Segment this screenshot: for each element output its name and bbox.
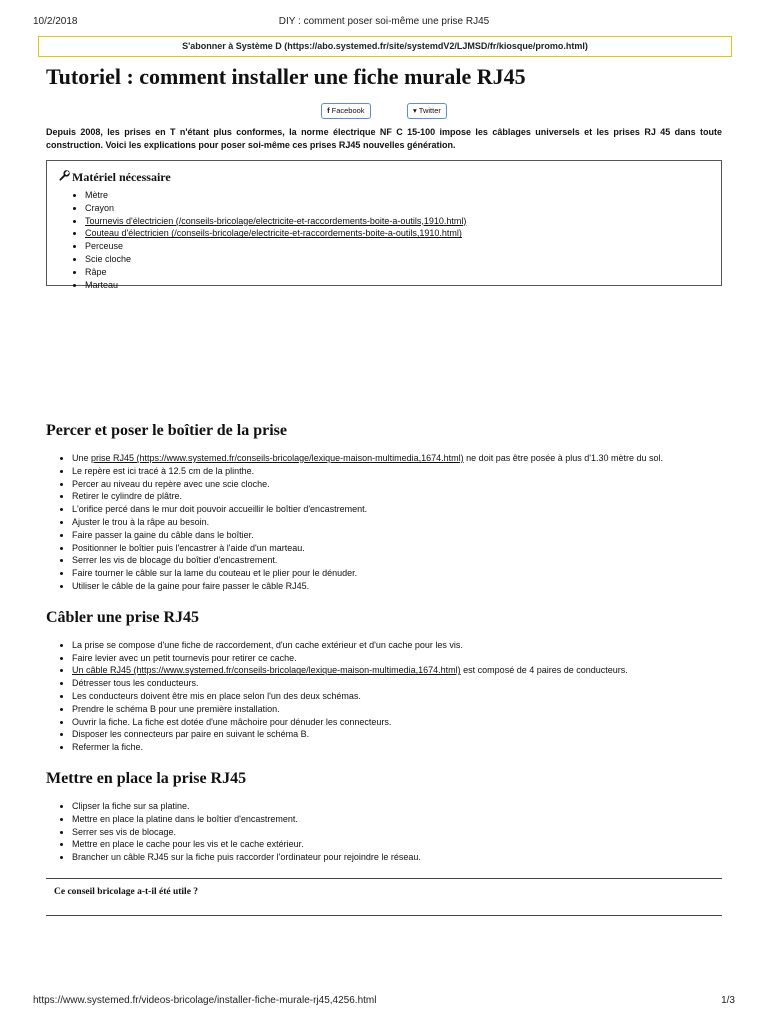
section-percer [46, 420, 722, 593]
list-item [85, 227, 709, 240]
list-item: • Refermer la fiche. [72, 741, 722, 754]
section-title-mettre: Mettre en place la prise RJ45 [46, 769, 247, 787]
article-intro: Depuis 2008, les prises en T n'étant plus conformes, la norme électrique NF C 15-100 impose les câblages universels et les prises RJ 45 dans toute construction. Voici les explications pour poser soi-même ces prises RJ45 nouvelles génération. [46, 127, 722, 150]
list-item: • Prendre le schéma B pour une première installation. [72, 703, 722, 716]
print-url: https://www.systemed.fr/videos-bricolage/installer-fiche-murale-rj45,4256.html [33, 995, 377, 1006]
list-item: • Faire tourner le câble sur la lame du couteau et le plier pour le dénuder. [72, 567, 722, 580]
blank-space [46, 286, 722, 420]
section-mettre [46, 768, 722, 864]
facebook-share-label: Facebook [331, 106, 365, 115]
list-item: • Faire levier avec un petit tournevis pour retirer ce cache. [72, 652, 722, 665]
wrench-icon [59, 169, 70, 185]
list-item: • Ajuster le trou à la râpe au besoin. [72, 516, 722, 529]
feedback-question: Ce conseil bricolage a-t-il été utile ? [54, 886, 199, 897]
page-title: Tutoriel : comment installer une fiche murale RJ45 [46, 64, 526, 89]
print-footer [33, 995, 735, 1009]
list-item: • Serrer les vis de blocage du boîtier d'encastrement. [72, 554, 722, 567]
share-buttons [46, 100, 722, 118]
materiel-list [59, 189, 709, 291]
twitter-icon: ▾ [413, 106, 417, 115]
list-item: • Mettre en place la platine dans le boîtier d'encastrement. [72, 813, 722, 826]
list-item: • Marteau [85, 279, 709, 292]
facebook-share-button[interactable] [321, 103, 370, 119]
mettre-steps-list [46, 800, 722, 864]
print-header [33, 16, 735, 30]
print-date: 10/2/2018 [33, 16, 78, 27]
list-item: • Retirer le cylindre de plâtre. [72, 490, 722, 503]
list-item: • Serrer ses vis de blocage. [72, 826, 722, 839]
subscribe-banner-link[interactable]: S'abonner à Système D (https://abo.systemed.fr/site/systemdV2/LJMSD/fr/kiosque/promo.html) [38, 36, 732, 57]
list-item: • Disposer les connecteurs par paire en suivant le schéma B. [72, 728, 722, 741]
print-page-number: 1/3 [721, 995, 735, 1006]
list-item: • Le repère est ici tracé à 12.5 cm de la plinthe. [72, 465, 722, 478]
tournevis-link[interactable]: Tournevis d'électricien (/conseils-bricolage/electricite-et-raccordements-boite-a-outils,1910.html) [85, 215, 467, 226]
section-cabler [46, 607, 722, 754]
section-title-cabler: Câbler une prise RJ45 [46, 608, 200, 626]
list-item: • Râpe [85, 266, 709, 279]
list-item: • Utiliser le câble de la gaine pour faire passer le câble RJ45. [72, 580, 722, 593]
twitter-share-button[interactable] [407, 103, 447, 119]
materiel-box [46, 160, 722, 290]
prise-rj45-link[interactable]: prise RJ45 (https://www.systemed.fr/conseils-bricolage/lexique-maison-multimedia,1674.html) [91, 453, 464, 463]
section-title-percer: Percer et poser le boîtier de la prise [46, 422, 287, 439]
list-item: • Positionner le boîtier puis l'encastrer à l'aide d'un marteau. [72, 542, 722, 555]
cabler-steps-list [46, 639, 722, 754]
list-item: • Faire passer la gaine du câble dans le boîtier. [72, 529, 722, 542]
list-item: • Crayon [85, 202, 709, 215]
cable-rj45-link[interactable]: Un câble RJ45 (https://www.systemed.fr/conseils-bricolage/lexique-maison-multimedia,1674.html) [72, 665, 461, 676]
list-item: • Mettre en place le cache pour les vis et le cache extérieur. [72, 838, 722, 851]
list-item: • Brancher un câble RJ45 sur la fiche puis raccorder l'ordinateur pour rejoindre le réseau. [72, 851, 722, 864]
couteau-link[interactable]: Couteau d'électricien (/conseils-bricolage/electricite-et-raccordements-boite-a-outils,1910.html) [85, 228, 462, 239]
article-content [46, 62, 722, 916]
list-item: • Une prise RJ45 (https://www.systemed.fr/conseils-bricolage/lexique-maison-multimedia,1674.html) ne doit pas être posée à plus d'1.30 mètre du sol. [72, 452, 722, 465]
list-item [85, 215, 709, 228]
feedback-section [46, 878, 722, 916]
list-item: • Mètre [85, 189, 709, 202]
list-item: • Les conducteurs doivent être mis en place selon l'un des deux schémas. [72, 690, 722, 703]
print-page-title: DIY : comment poser soi-même une prise RJ45 [278, 16, 490, 27]
list-item: • Scie cloche [85, 253, 709, 266]
list-item: • Un câble RJ45 (https://www.systemed.fr/conseils-bricolage/lexique-maison-multimedia,1674.html) est composé de 4 paires de conducteurs. [72, 664, 722, 677]
list-item: • Ouvrir la fiche. La fiche est dotée d'une mâchoire pour dénuder les connecteurs. [72, 716, 722, 729]
list-item: • Détresser tous les conducteurs. [72, 677, 722, 690]
list-item: • Percer au niveau du repère avec une scie cloche. [72, 478, 722, 491]
materiel-title: Matériel nécessaire [72, 170, 171, 184]
percer-steps-list [46, 452, 722, 593]
list-item: • L'orifice percé dans le mur doit pouvoir accueillir le boîtier d'encastrement. [72, 503, 722, 516]
list-item: • La prise se compose d'une fiche de raccordement, d'un cache extérieur et d'un cache pour les vis. [72, 639, 722, 652]
list-item: • Perceuse [85, 240, 709, 253]
twitter-share-label: Twitter [418, 106, 441, 115]
list-item: • Clipser la fiche sur sa platine. [72, 800, 722, 813]
materiel-heading [59, 169, 709, 185]
facebook-icon: f [327, 106, 330, 115]
